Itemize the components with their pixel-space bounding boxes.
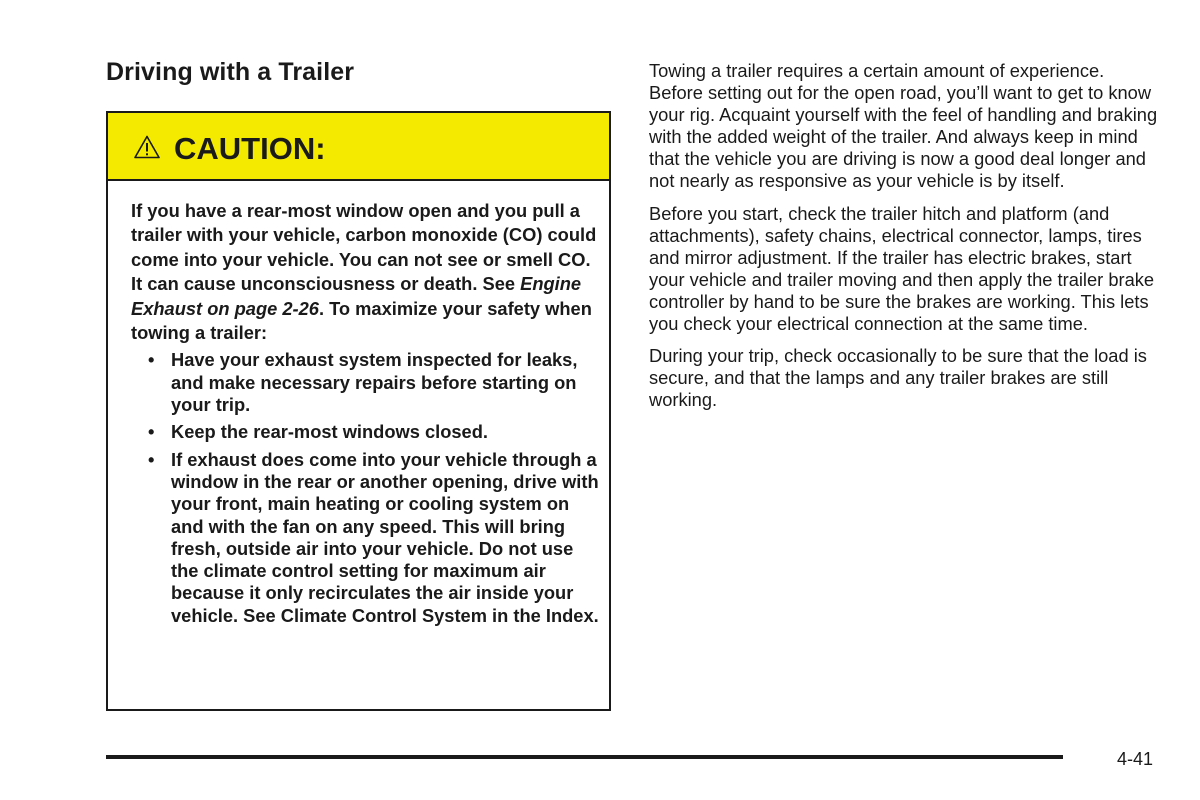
list-item: • Keep the rear-most windows closed. bbox=[148, 421, 599, 443]
caution-intro-text-end: . To maximize your safety when towing a trailer: bbox=[131, 297, 592, 344]
caution-box bbox=[106, 111, 611, 711]
body-paragraph: During your trip, check occasionally to be sure that the load is secure, and that the lamps and any trailer brakes are still working. bbox=[649, 345, 1147, 411]
caution-title: CAUTION: bbox=[174, 131, 326, 166]
body-text-column bbox=[649, 60, 1161, 421]
page-number: 4-41 bbox=[1117, 749, 1154, 769]
list-item: • If exhaust does come into your vehicle through a window in the rear or another opening, drive with your front, main heating or cooling system on and with the fan on any speed. This will bring fresh, outside air into your vehicle. Do not use the climate control setting for maximum air because it only recirculates the air inside your vehicle. See Climate Control System in the Index. bbox=[148, 449, 599, 627]
engine-exhaust-reference[interactable]: Engine Exhaust on page 2-26 bbox=[131, 273, 582, 319]
section-title: Driving with a Trailer bbox=[106, 58, 355, 86]
body-paragraph: Before you start, check the trailer hitch and platform (and attachments), safety chains, electrical connector, lamps, tires and mirror adjustment. If the trailer has electric brakes, start your vehicle and trailer moving and then apply the trailer brake controller by hand to be sure the brakes are working. This lets you check your electrical connection at the same time. bbox=[649, 202, 1155, 335]
list-item: • Have your exhaust system inspected for leaks, and make necessary repairs before starting on your trip. bbox=[148, 349, 599, 416]
caution-list bbox=[131, 349, 599, 627]
caution-intro bbox=[131, 199, 599, 345]
body-paragraph: Towing a trailer requires a certain amount of experience. Before setting out for the open road, you’ll want to get to know your rig. Acquaint yourself with the feel of handling and braking with the added weight of the trailer. And always keep in mind that the vehicle you are driving is now a good deal longer and not nearly as responsive as your vehicle is by itself. bbox=[649, 60, 1158, 192]
warning-triangle-icon bbox=[134, 135, 160, 159]
footer-rule bbox=[106, 755, 1063, 759]
caution-header bbox=[108, 113, 609, 181]
caution-intro-text: If you have a rear-most window open and you pull a trailer with your vehicle, carbon monoxide (CO) could come into your vehicle. You can not see or smell CO. It can cause unconsciousness or death. See bbox=[131, 200, 597, 295]
caution-body bbox=[131, 199, 599, 627]
